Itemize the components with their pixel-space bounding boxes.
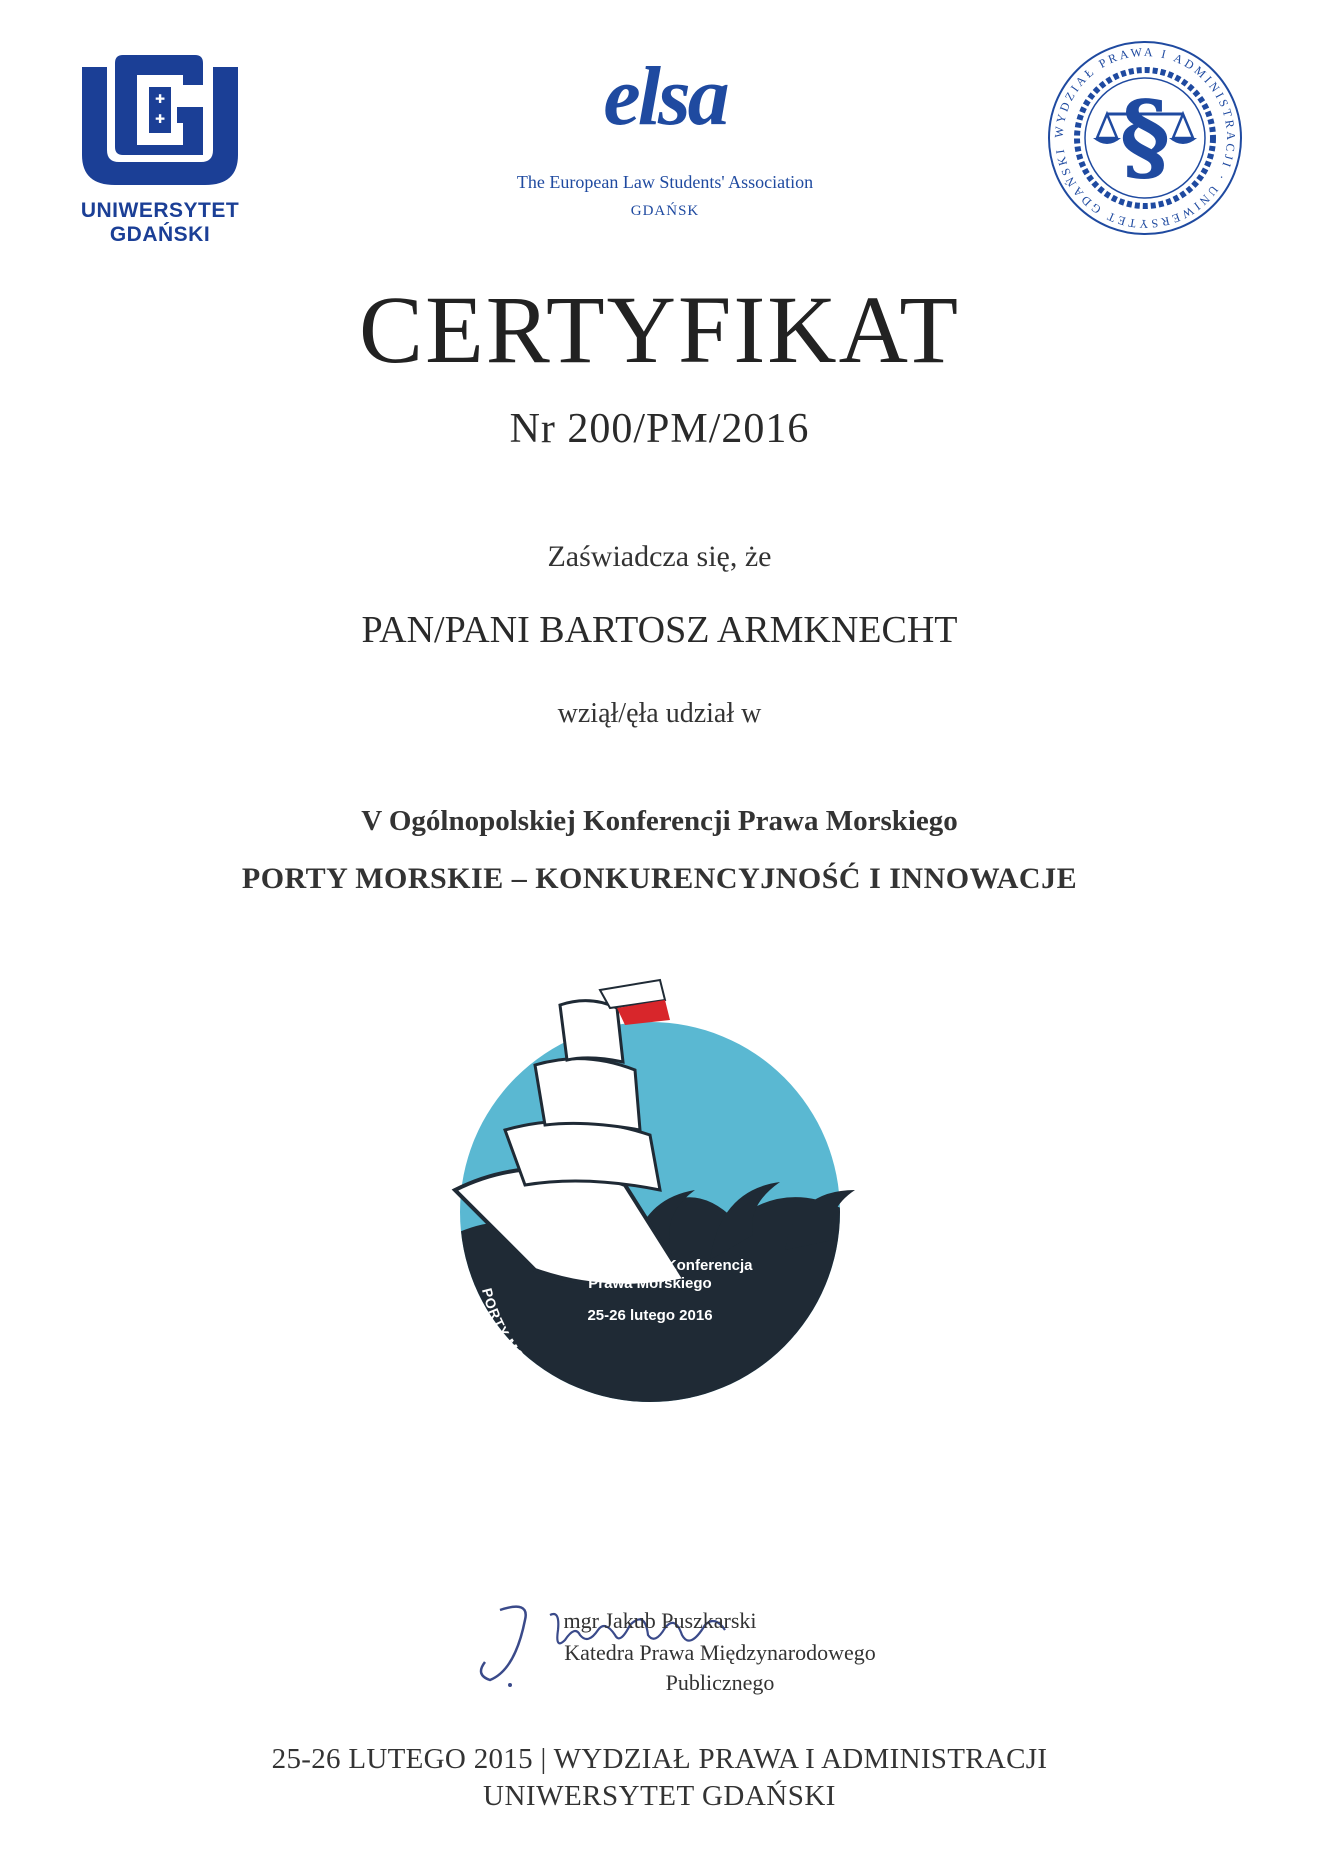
svg-text:✚: ✚ bbox=[154, 92, 166, 106]
conference-logo bbox=[385, 950, 885, 1450]
footer-line1: 25-26 LUTEGO 2015 | WYDZIAŁ PRAWA I ADMINISTRACJI bbox=[271, 1743, 1048, 1775]
university-logo bbox=[45, 45, 275, 246]
conference-logo-line1: V Ogólnopolska Konferencja bbox=[547, 1257, 753, 1274]
signatory-department: Katedra Prawa Międzynarodowego bbox=[564, 1640, 876, 1665]
conference-topic: PORTY MORSKIE – KONKURENCYJNOŚĆ I INNOWACJE bbox=[241, 862, 1078, 895]
elsa-city: GDAŃSK bbox=[630, 203, 700, 219]
attest-text: Zaświadcza się, że bbox=[547, 540, 772, 573]
certificate-number: Nr 200/PM/2016 bbox=[509, 406, 810, 452]
seal-ring-text: WYDZIAŁ PRAWA I ADMINISTRACJI · UNIWERSYTET GDAŃSKI bbox=[1051, 44, 1239, 232]
faculty-seal bbox=[1045, 38, 1245, 238]
sailing-ship-icon bbox=[385, 950, 885, 1450]
elsa-wordmark: elsa bbox=[603, 50, 727, 143]
elsa-logo bbox=[480, 52, 850, 232]
conference-logo-dates: 25-26 lutego 2016 bbox=[587, 1307, 713, 1324]
svg-text:§: § bbox=[1119, 80, 1171, 193]
participation-text: wziął/ęła udział w bbox=[557, 698, 762, 729]
elsa-association: The European Law Students' Association bbox=[516, 172, 814, 192]
conference-logo-ring-text: PORTY MORSKIE - KONKURENCYJNOŚĆ I INNOWACJE bbox=[478, 1286, 807, 1429]
recipient-name: PAN/PANI BARTOSZ ARMKNECHT bbox=[361, 609, 958, 651]
ug-logo-icon bbox=[45, 45, 275, 195]
signatory-name: mgr Jakub Puszkarski bbox=[563, 1608, 757, 1633]
certificate-title: CERTYFIKAT bbox=[359, 276, 960, 383]
conference-logo-line2: Prawa Morskiego bbox=[588, 1275, 712, 1292]
university-caption: UNIWERSYTET GDAŃSKI bbox=[80, 199, 240, 246]
signatory-department-line2: Publicznego bbox=[665, 1670, 775, 1695]
paragraph-scales-seal-icon bbox=[1045, 38, 1245, 238]
footer-line2: UNIWERSYTET GDAŃSKI bbox=[483, 1780, 836, 1812]
conference-name: V Ogólnopolskiej Konferencji Prawa Morskiego bbox=[361, 805, 958, 837]
svg-text:✚: ✚ bbox=[154, 112, 166, 126]
